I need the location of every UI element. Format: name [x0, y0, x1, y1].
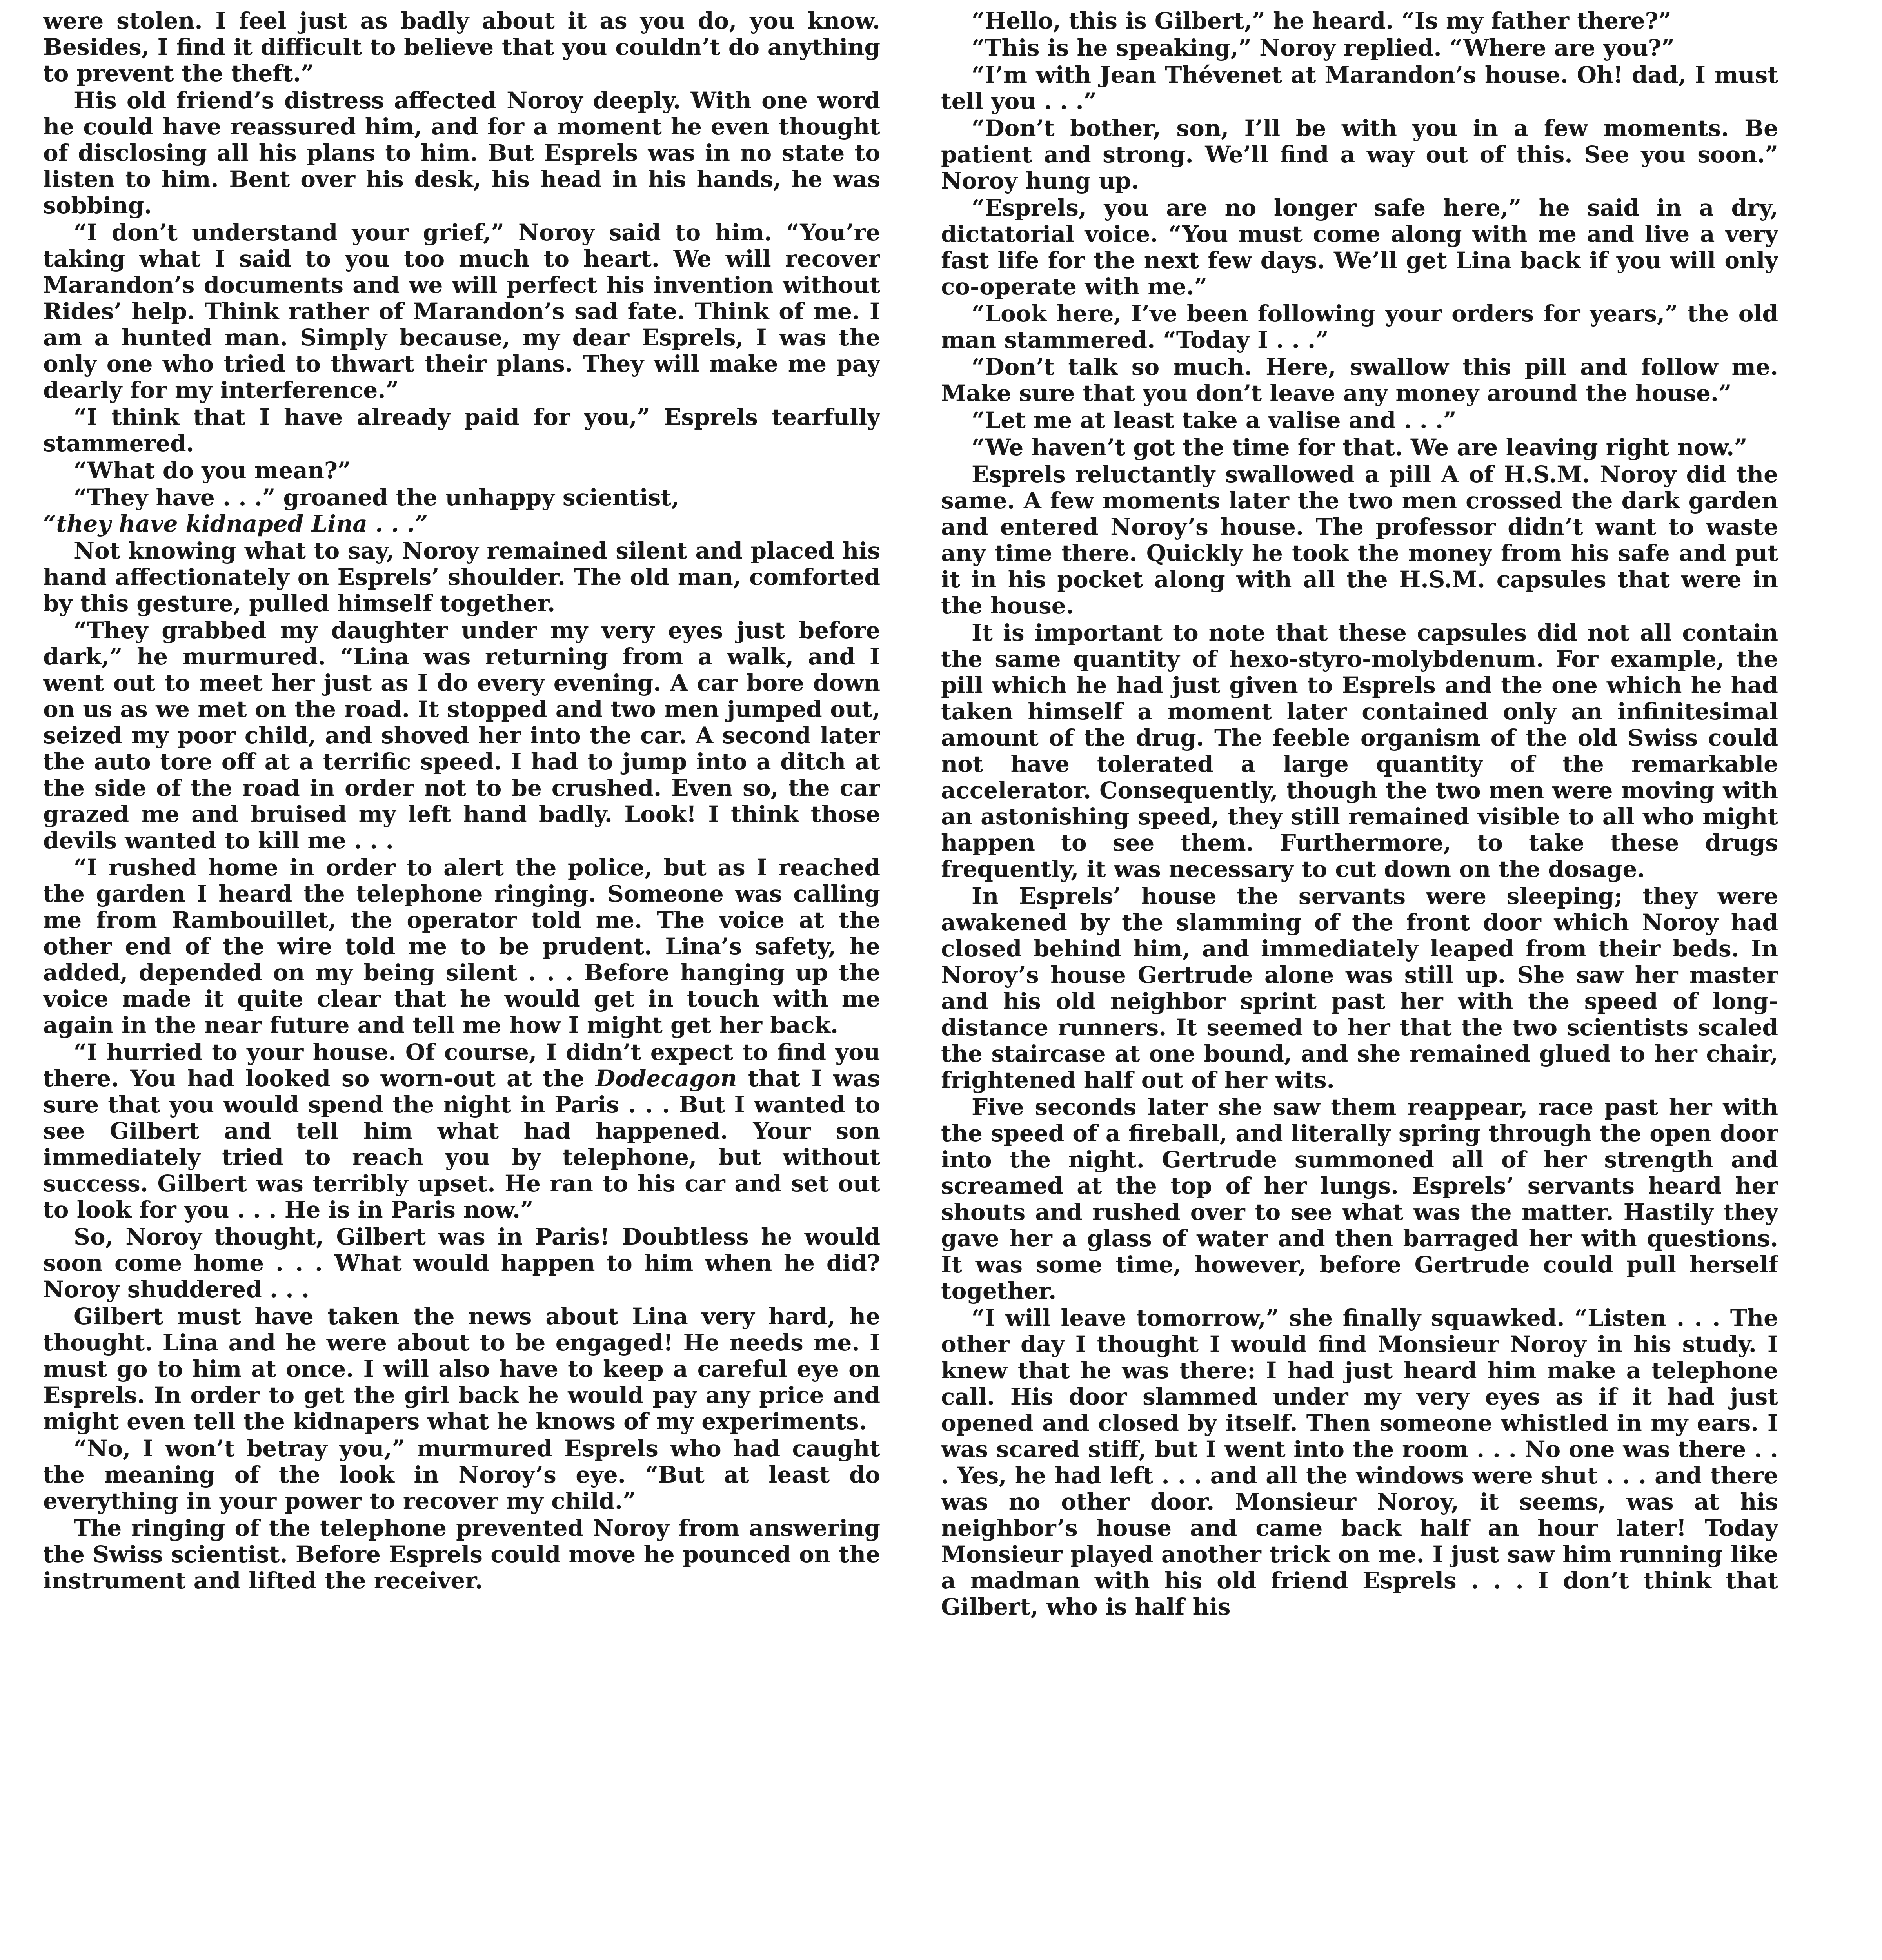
- paragraph: “I will leave tomorrow,” she finally squawked. “Listen . . . The other day I thought I would find Monsieur Noroy in his study. I knew that he was there: I had just heard him make a telephone call. His door slammed under my very eyes as if it had just opened and closed by itself. Then someone whistled in my ears. I was scared stiff, but I went into the room . . . No one was there . . . Yes, he had left . . . and all the windows were shut . . . and there was no other door. Monsieur Noroy, it seems, was at his neighbor’s house and came back half an hour later! Today Monsieur played another trick on me. I just saw him running like a madman with his old friend Esprels . . . I don’t think that Gilbert, who is half his: [941, 1305, 1778, 1620]
- paragraph: “We haven’t got the time for that. We are leaving right now.”: [972, 434, 1748, 461]
- paragraph: “Esprels, you are no longer safe here,” he said in a dry, dictatorial voice. “You must come along with me and live a very fast life for the next few days. We’ll get Lina back if you will only co-operate with me.”: [941, 194, 1778, 300]
- paragraph: In Esprels’ house the servants were sleeping; they were awakened by the slamming of the front door which Noroy had closed behind him, and immediately leaped from their beds. In Noroy’s house Gertrude alone was still up. She saw her master and his old neighbor sprint past her with the speed of long-distance runners. It seemed to her that the two scientists scaled the staircase at one bound, and she remained glued to her chair, frightened half out of her wits.: [941, 883, 1778, 1093]
- right-text-column: [941, 8, 1778, 1960]
- paragraph: Five seconds later she saw them reappear, race past her with the speed of a fireball, and literally spring through the open door into the night. Gertrude summoned all of her strength and screamed at the top of her lungs. Esprels’ servants heard her shouts and rushed over to see what was the matter. Hastily they gave her a glass of water and then barraged her with questions. It was some time, however, before Gertrude could pull herself together.: [941, 1094, 1778, 1304]
- paragraph: “This is he speaking,” Noroy replied. “Where are you?”: [972, 34, 1675, 61]
- paragraph: The ringing of the telephone prevented Noroy from answering the Swiss scientist. Before Esprels could move he pounced on the instrument and lifted the receiver.: [43, 1515, 880, 1594]
- paragraph: Esprels reluctantly swallowed a pill A of H.S.M. Noroy did the same. A few moments later the two men crossed the dark garden and entered Noroy’s house. The professor didn’t want to waste any time there. Quickly he took the money from his safe and put it in his pocket along with all the H.S.M. capsules that were in the house.: [941, 461, 1778, 619]
- paragraph: “I hurried to your house. Of course, I didn’t expect to find you there. You had looked so worn-out at the Dodecagon that I was sure that you would spend the night in Paris . . . But I wanted to see Gilbert and tell him what had happened. Your son immediately tried to reach you by telephone, but without success. Gilbert was terribly upset. He ran to his car and set out to look for you . . . He is in Paris now.”: [43, 1039, 880, 1223]
- paragraph: “They grabbed my daughter under my very eyes just before dark,” he murmured. “Lina was returning from a walk, and I went out to meet her just as I do every evening. A car bore down on us as we met on the road. It stopped and two men jumped out, seized my poor child, and shoved her into the car. A second later the auto tore off at a terrific speed. I had to jump into a ditch at the side of the road in order not to be crushed. Even so, the car grazed me and bruised my left hand badly. Look! I think those devils wanted to kill me . . .: [43, 617, 880, 854]
- paragraph: “Look here, I’ve been following your orders for years,” the old man stammered. “Today I . . .”: [941, 300, 1778, 353]
- paragraph: So, Noroy thought, Gilbert was in Paris! Doubtless he would soon come home . . . What would happen to him when he did? Noroy shuddered . . .: [43, 1223, 880, 1303]
- paragraph: “Hello, this is Gilbert,” he heard. “Is my father there?”: [972, 8, 1671, 34]
- paragraph: were stolen. I feel just as badly about it as you do, you know. Besides, I find it difficult to believe that you couldn’t do anything to prevent the theft.”: [43, 8, 880, 87]
- paragraph: Not knowing what to say, Noroy remained silent and placed his hand affectionately on Esprels’ shoulder. The old man, comforted by this gesture, pulled himself together.: [43, 537, 880, 617]
- paragraph: “I rushed home in order to alert the police, but as I reached the garden I heard the telephone ringing. Someone was calling me from Rambouillet, the operator told me. The voice at the other end of the wire told me to be prudent. Lina’s safety, he added, depended on my being silent . . . Before hanging up the voice made it quite clear that he would get in touch with me again in the near future and tell me how I might get her back.: [43, 854, 880, 1038]
- paragraph: “I don’t understand your grief,” Noroy said to him. “You’re taking what I said to you too much to heart. We will recover Marandon’s documents and we will perfect his invention without Rides’ help. Think rather of Marandon’s sad fate. Think of me. I am a hunted man. Simply because, my dear Esprels, I was the only one who tried to thwart their plans. They will make me pay dearly for my interference.”: [43, 219, 880, 403]
- paragraph: His old friend’s distress affected Noroy deeply. With one word he could have reassured him, and for a moment he even thought of disclosing all his plans to him. But Esprels was in no state to listen to him. Bent over his desk, his head in his hands, he was sobbing.: [43, 87, 880, 219]
- paragraph: It is important to note that these capsules did not all contain the same quantity of hexo-styro-molybdenum. For example, the pill which he had just given to Esprels and the one which he had taken himself a moment later contained only an infinitesimal amount of the drug. The feeble organism of the old Swiss could not have tolerated a large quantity of the remarkable accelerator. Consequently, though the two men were moving with an astonishing speed, they still remained visible to all who might happen to see them. Furthermore, to take these drugs frequently, it was necessary to cut down on the dosage.: [941, 619, 1778, 882]
- paragraph: “Don’t talk so much. Here, swallow this pill and follow me. Make sure that you don’t leave any money around the house.”: [941, 354, 1778, 407]
- paragraph: “No, I won’t betray you,” murmured Esprels who had caught the meaning of the look in Noroy’s eye. “But at least do everything in your power to recover my child.”: [43, 1435, 880, 1514]
- paragraph: “I think that I have already paid for you,” Esprels tearfully stammered.: [43, 404, 880, 457]
- paragraph: “What do you mean?”: [74, 457, 351, 484]
- paragraph: “Don’t bother, son, I’ll be with you in a few moments. Be patient and strong. We’ll find a way out of this. See you soon.” Noroy hung up.: [941, 115, 1778, 194]
- paragraph: “Let me at least take a valise and . . .”: [972, 407, 1457, 434]
- paragraph: “I’m with Jean Thévenet at Marandon’s house. Oh! dad, I must tell you . . .”: [941, 62, 1778, 114]
- paragraph: “They have . . .” groaned the unhappy scientist, “they have kidnaped Lina . . .”: [43, 484, 679, 537]
- left-text-column: [43, 8, 880, 1960]
- paragraph: Gilbert must have taken the news about Lina very hard, he thought. Lina and he were about to be engaged! He needs me. I must go to him at once. I will also have to keep a careful eye on Esprels. In order to get the girl back he would pay any price and might even tell the kidnapers what he knows of my experiments.: [43, 1303, 880, 1435]
